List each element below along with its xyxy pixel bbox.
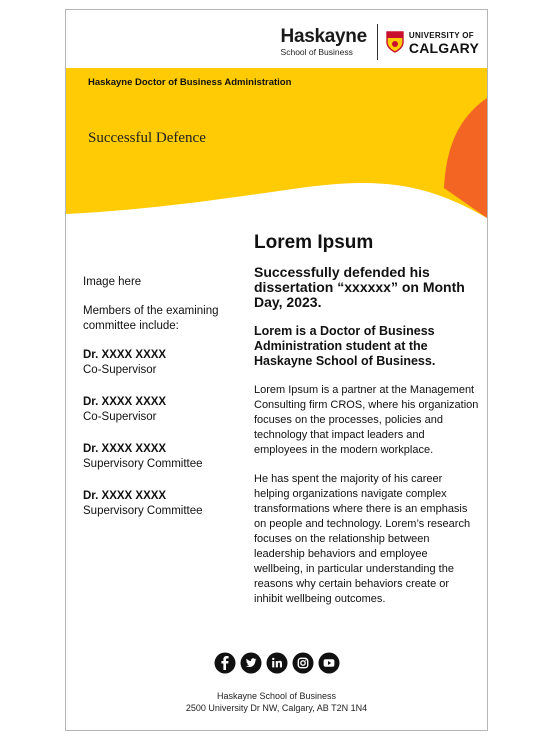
defence-headline: Successfully defended his dissertation “xxxxxx” on Month Day, 2023. [254,264,465,310]
bio-paragraph-1: Lorem Ipsum is a partner at the Management Consulting firm CROS, where his organization focuses on the processes, policies and technology that impact leaders and employees in the modern workplace. [254,384,479,456]
member-role: Supervisory Committee [83,505,203,517]
instagram-icon[interactable] [292,652,314,674]
committee-member [83,442,233,472]
facebook-icon[interactable] [214,652,236,674]
haskayne-wordmark: Haskayne [280,26,367,47]
footer [66,690,487,714]
member-name: Dr. XXXX XXXX [83,490,167,502]
uc-crest-icon [386,31,404,53]
member-name: Dr. XXXX XXXX [83,396,167,408]
uc-line1: UNIVERSITY OF [408,31,474,40]
logo-divider [377,24,378,60]
member-name: Dr. XXXX XXXX [83,443,167,455]
twitter-icon[interactable] [240,652,262,674]
member-role: Co-Supervisor [83,411,157,423]
banner [66,68,487,218]
uc-line2: CALGARY [408,40,479,56]
member-role: Co-Supervisor [83,364,157,376]
bio-paragraph-2: He has spent the majority of his career helping organizations navigate complex transformations where there is an emphasis on people and technology. Lorem’s research focuses on the relationship between leadership behaviors and employee wellbeing, in particular understanding the reasons why certain behaviors create or inhibit wellbeing outcomes. [254,473,471,605]
committee-member [83,395,233,425]
left-column [83,275,233,536]
banner-title: Successful Defence [88,130,206,146]
member-name: Dr. XXXX XXXX [83,349,167,361]
linkedin-icon[interactable] [266,652,288,674]
social-links [66,652,487,674]
youtube-icon[interactable] [318,652,340,674]
committee-member [83,489,233,519]
image-placeholder: Image here [83,276,142,288]
program-name: Haskayne Doctor of Business Administration [88,77,292,88]
email-card [65,9,488,731]
haskayne-logo[interactable] [281,27,367,57]
member-role: Supervisory Committee [83,458,203,470]
header-logos [281,22,479,62]
candidate-name: Lorem Ipsum [254,232,374,253]
footer-address: 2500 University Dr NW, Calgary, AB T2N 1N4 [185,703,368,713]
committee-intro: Members of the examining committee include: [83,305,219,332]
haskayne-subtitle: School of Business [280,47,353,57]
committee-member [83,348,233,378]
uc-logo[interactable] [409,30,479,54]
footer-school: Haskayne School of Business [216,691,337,701]
candidate-subhead: Lorem is a Doctor of Business Administration student at the Haskayne School of Business. [254,324,436,368]
right-column [254,231,479,607]
